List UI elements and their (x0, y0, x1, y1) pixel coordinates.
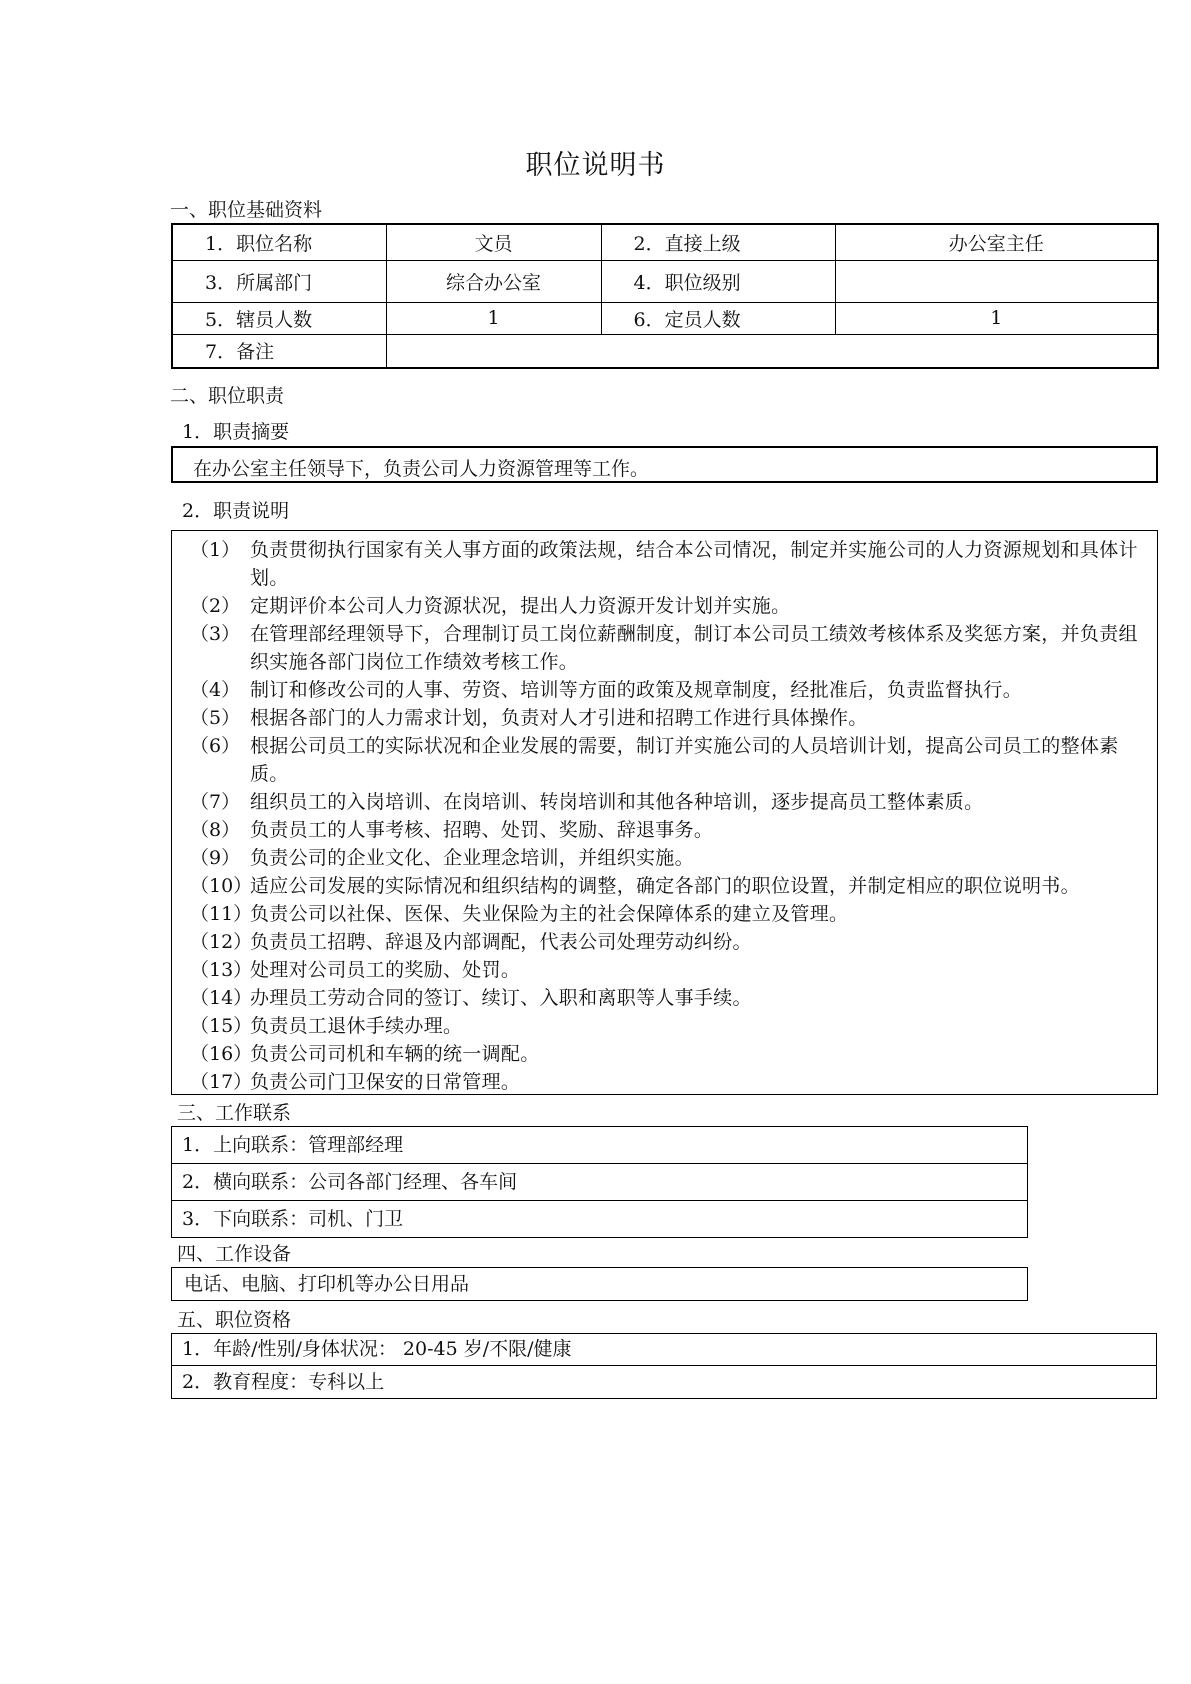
duty-item (172, 536, 1157, 592)
duty-text: 负责员工退休手续办理。 (250, 1015, 463, 1037)
list-item: 1．年龄/性别/身体状况： 20-45 岁/不限/健康 (182, 1338, 572, 1360)
duty-text: 在管理部经理领导下，合理制订员工岗位薪酬制度，制订本公司员工绩效考核体系及奖惩方案，并负责组织实施各部门岗位工作绩效考核工作。 (250, 623, 1138, 673)
section-heading-qualifications: 五、职位资格 (177, 1309, 292, 1331)
remark-value (386, 334, 1158, 368)
duty-text: 负责公司司机和车辆的统一调配。 (250, 1043, 540, 1065)
duty-number: （2） (190, 595, 241, 617)
duty-number: （10） (190, 875, 253, 897)
duty-number: （14） (190, 987, 253, 1009)
duty-number: （9） (190, 847, 241, 869)
summary-box (171, 446, 1158, 483)
duty-item (172, 844, 1157, 872)
qualifications-box (171, 1333, 1157, 1399)
duty-text: 负责员工的人事考核、招聘、处罚、奖励、辞退事务。 (250, 819, 714, 841)
table-cell: 办公室主任 (835, 224, 1158, 260)
duty-item (172, 928, 1157, 956)
table-row (172, 260, 1158, 302)
detail-heading: 2．职责说明 (182, 500, 290, 522)
table-cell: 文员 (386, 224, 601, 260)
section-heading-basic-info: 一、职位基础资料 (170, 199, 323, 221)
duty-item (172, 1040, 1157, 1068)
duty-item (172, 620, 1157, 676)
duty-number: （5） (190, 707, 241, 729)
duty-number: （7） (190, 791, 241, 813)
duty-number: （8） (190, 819, 241, 841)
table-cell: 6．定员人数 (601, 302, 835, 334)
duty-text: 处理对公司员工的奖励、处罚。 (250, 959, 521, 981)
table-cell: 2．直接上级 (601, 224, 835, 260)
duty-item (172, 900, 1157, 928)
table-cell: 1．职位名称 (172, 224, 386, 260)
duty-number: （3） (190, 623, 241, 645)
list-item: 2．教育程度：专科以上 (172, 1365, 1156, 1398)
duty-number: （12） (190, 931, 253, 953)
duties-box (171, 530, 1158, 1095)
duties-list (172, 536, 1157, 1096)
work-relations-box (171, 1126, 1028, 1238)
duty-text: 制订和修改公司的人事、劳资、培训等方面的政策及规章制度，经批准后，负责监督执行。 (250, 679, 1023, 701)
remark-label: 7．备注 (172, 334, 386, 368)
summary-text: 在办公室主任领导下，负责公司人力资源管理等工作。 (193, 458, 650, 480)
duty-text: 负责公司以社保、医保、失业保险为主的社会保障体系的建立及管理。 (250, 903, 849, 925)
table-cell: 1 (835, 302, 1158, 334)
duty-text: 适应公司发展的实际情况和组织结构的调整，确定各部门的职位设置，并制定相应的职位说明书。 (250, 875, 1080, 897)
summary-heading: 1．职责摘要 (182, 421, 290, 443)
duty-item (172, 956, 1157, 984)
duty-text: 定期评价本公司人力资源状况，提出人力资源开发计划并实施。 (250, 595, 791, 617)
duty-item (172, 592, 1157, 620)
list-item: 3．下向联系：司机、门卫 (172, 1200, 1027, 1237)
duty-item (172, 872, 1157, 900)
duty-text: 负责贯彻执行国家有关人事方面的政策法规，结合本公司情况，制定并实施公司的人力资源规划和具体计划。 (250, 539, 1138, 589)
table-cell: 3．所属部门 (172, 260, 386, 302)
duty-number: （1） (190, 539, 241, 561)
equipment-text: 电话、电脑、打印机等办公日用品 (184, 1273, 470, 1295)
table-cell: 4．职位级别 (601, 260, 835, 302)
table-cell: 综合办公室 (386, 260, 601, 302)
basic-info-table (171, 223, 1159, 369)
duty-number: （11） (190, 903, 253, 925)
duty-item (172, 704, 1157, 732)
table-cell: 5．辖员人数 (172, 302, 386, 334)
section-heading-responsibilities: 二、职位职责 (170, 385, 285, 407)
duty-item (172, 984, 1157, 1012)
list-item: 2．横向联系：公司各部门经理、各车间 (172, 1163, 1027, 1200)
duty-number: （13） (190, 959, 253, 981)
duty-item (172, 816, 1157, 844)
duty-number: （17） (190, 1071, 253, 1093)
duty-text: 办理员工劳动合同的签订、续订、入职和离职等人事手续。 (250, 987, 752, 1009)
duty-number: （16） (190, 1043, 253, 1065)
duty-item (172, 676, 1157, 704)
duty-text: 根据各部门的人力需求计划，负责对人才引进和招聘工作进行具体操作。 (250, 707, 868, 729)
duty-text: 负责公司的企业文化、企业理念培训，并组织实施。 (250, 847, 694, 869)
list-item: 1．上向联系：管理部经理 (182, 1134, 404, 1156)
page-title: 职位说明书 (525, 150, 666, 181)
duty-number: （6） (190, 735, 241, 757)
duty-number: （4） (190, 679, 241, 701)
duty-number: （15） (190, 1015, 253, 1037)
table-cell (835, 260, 1158, 302)
equipment-box (171, 1267, 1028, 1301)
duty-item (172, 788, 1157, 816)
section-heading-equipment: 四、工作设备 (177, 1243, 292, 1265)
duty-item (172, 1012, 1157, 1040)
table-row (172, 224, 1158, 260)
duty-text: 组织员工的入岗培训、在岗培训、转岗培训和其他各种培训，逐步提高员工整体素质。 (250, 791, 984, 813)
duty-text: 负责公司门卫保安的日常管理。 (250, 1071, 521, 1093)
table-cell: 1 (386, 302, 601, 334)
table-row (172, 302, 1158, 334)
duty-item (172, 732, 1157, 788)
section-heading-work-relations: 三、工作联系 (177, 1102, 292, 1124)
table-row (172, 334, 1158, 368)
duty-item (172, 1068, 1157, 1096)
duty-text: 负责员工招聘、辞退及内部调配，代表公司处理劳动纠纷。 (250, 931, 752, 953)
duty-text: 根据公司员工的实际状况和企业发展的需要，制订并实施公司的人员培训计划，提高公司员工的整体素质。 (250, 735, 1119, 785)
